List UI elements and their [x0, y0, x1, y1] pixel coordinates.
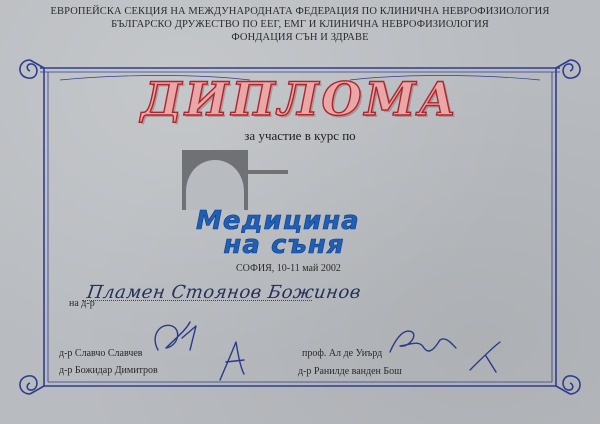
- signatory-2: д-р Божидар Димитров: [59, 365, 158, 376]
- header-line-1: ЕВРОПЕЙСКА СЕКЦИЯ НА МЕЖДУНАРОДНАТА ФЕДЕРАЦИЯ ПО КЛИНИЧНА НЕВРОФИЗИОЛОГИЯ: [50, 6, 550, 17]
- diploma-title: ДИПЛОМА: [141, 72, 459, 126]
- signatory-3: проф. Ал де Уиърд: [302, 348, 383, 359]
- signatory-4: д-р Ранилде ванден Бош: [298, 366, 402, 377]
- logo-text-line1: Медицина: [196, 206, 360, 236]
- recipient-name: Пламен Стоянов Божинов: [85, 282, 363, 303]
- logo-text-line2: на съня: [223, 230, 345, 260]
- course-subtitle: за участие в курс по: [244, 128, 356, 143]
- header-line-3: ФОНДАЦИЯ СЪН И ЗДРАВЕ: [231, 32, 369, 43]
- signatory-1: д-р Славчо Славчев: [59, 348, 143, 359]
- recipient-prefix: на д-р: [69, 298, 95, 309]
- header-line-2: БЪЛГАРСКО ДРУЖЕСТВО ПО ЕЕГ, ЕМГ И КЛИНИЧНА НЕВРОФИЗИОЛОГИЯ: [111, 19, 489, 30]
- logo-grey-bar: [248, 170, 288, 174]
- event-date: СОФИЯ, 10-11 май 2002: [236, 263, 341, 274]
